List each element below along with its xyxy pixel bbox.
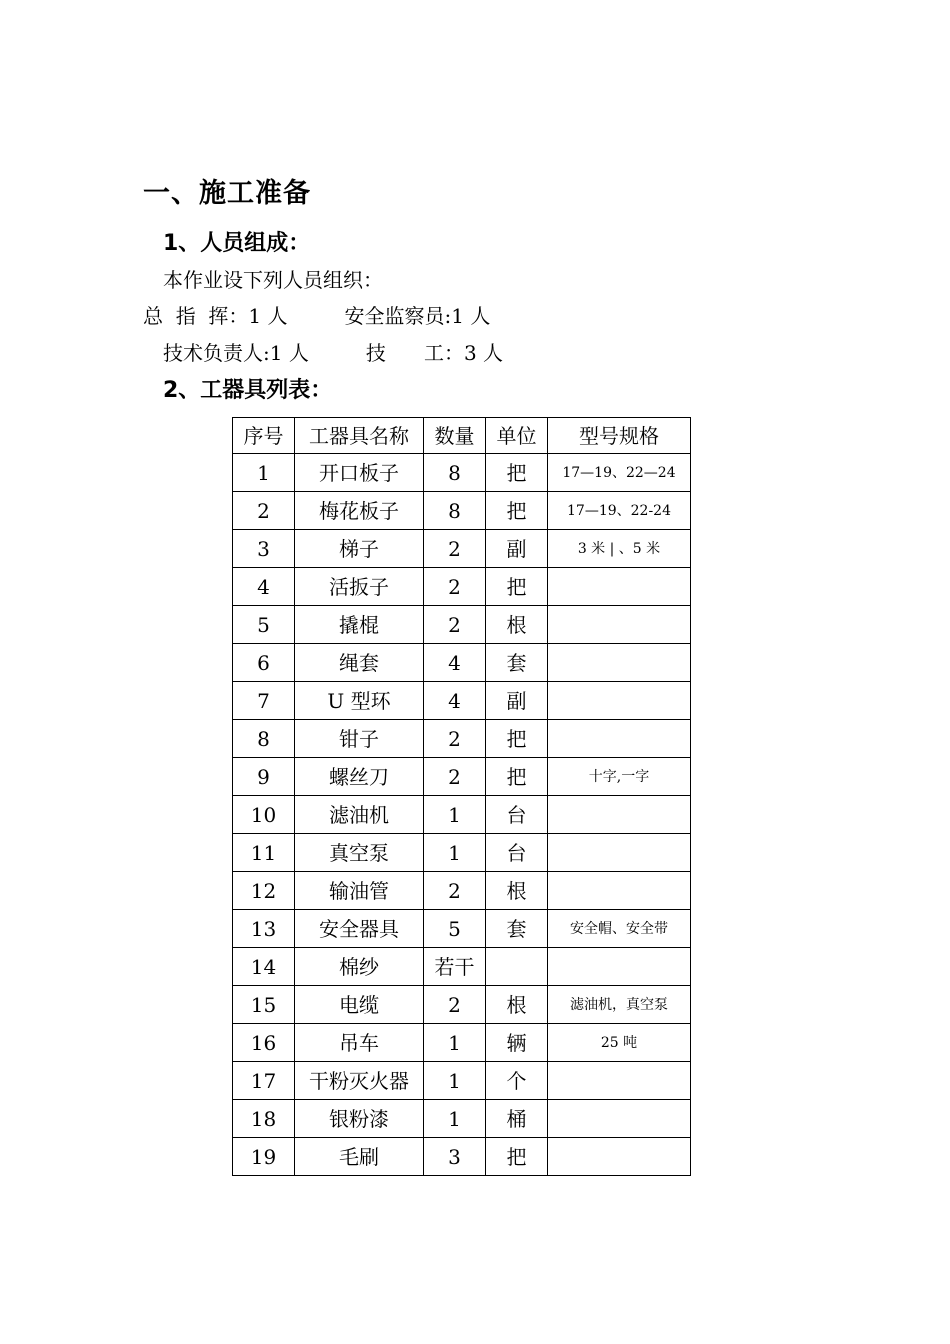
personnel-heading: 1、人员组成：	[163, 231, 311, 256]
cell-unit: 个	[486, 1062, 548, 1100]
column-header-no: 序号	[233, 418, 295, 454]
cell-unit: 把	[486, 454, 548, 492]
cell-qty: 2	[424, 758, 486, 796]
cell-spec: 十字,一字	[548, 758, 691, 796]
cell-name: 安全器具	[295, 910, 424, 948]
cell-name: 干粉灭火器	[295, 1062, 424, 1100]
table-row	[233, 1100, 691, 1138]
cell-spec: 滤油机，真空泵	[548, 986, 691, 1024]
cell-unit: 根	[486, 606, 548, 644]
cell-no: 17	[233, 1062, 295, 1100]
cell-spec	[548, 1100, 691, 1138]
table-row	[233, 872, 691, 910]
cell-no: 19	[233, 1138, 295, 1176]
cell-unit: 台	[486, 796, 548, 834]
cell-qty: 5	[424, 910, 486, 948]
column-header-spec: 型号规格	[548, 418, 691, 454]
commander-text: 总 指 挥：1 人	[143, 304, 288, 328]
cell-name: 螺丝刀	[295, 758, 424, 796]
table-row	[233, 606, 691, 644]
cell-qty: 4	[424, 644, 486, 682]
table-row	[233, 758, 691, 796]
cell-qty: 3	[424, 1138, 486, 1176]
cell-unit: 副	[486, 530, 548, 568]
cell-name: 梯子	[295, 530, 424, 568]
table-row	[233, 910, 691, 948]
cell-no: 8	[233, 720, 295, 758]
cell-name: 真空泵	[295, 834, 424, 872]
cell-no: 13	[233, 910, 295, 948]
cell-spec	[548, 796, 691, 834]
cell-no: 9	[233, 758, 295, 796]
cell-spec	[548, 644, 691, 682]
cell-unit: 把	[486, 758, 548, 796]
table-row	[233, 568, 691, 606]
table-row	[233, 720, 691, 758]
cell-unit: 把	[486, 568, 548, 606]
safety-supervisor-text: 安全监察员:1 人	[344, 304, 491, 328]
table-row	[233, 454, 691, 492]
cell-qty: 8	[424, 492, 486, 530]
tools-table	[232, 417, 691, 1176]
cell-spec	[548, 948, 691, 986]
cell-spec: 安全帽、安全带	[548, 910, 691, 948]
cell-name: 滤油机	[295, 796, 424, 834]
cell-no: 11	[233, 834, 295, 872]
table-row	[233, 644, 691, 682]
cell-no: 1	[233, 454, 295, 492]
cell-spec: 25 吨	[548, 1024, 691, 1062]
cell-qty: 1	[424, 834, 486, 872]
section-title: 一、施工准备	[143, 178, 311, 209]
cell-qty: 1	[424, 1024, 486, 1062]
cell-spec	[548, 568, 691, 606]
cell-unit: 根	[486, 872, 548, 910]
cell-name: 活扳子	[295, 568, 424, 606]
cell-qty: 1	[424, 796, 486, 834]
cell-name: 绳套	[295, 644, 424, 682]
cell-unit: 把	[486, 1138, 548, 1176]
tech-lead-text: 技术负责人:1 人	[163, 341, 309, 365]
cell-unit	[486, 948, 548, 986]
cell-name: 毛刷	[295, 1138, 424, 1176]
cell-unit: 台	[486, 834, 548, 872]
cell-unit: 把	[486, 492, 548, 530]
column-header-qty: 数量	[424, 418, 486, 454]
cell-qty: 2	[424, 720, 486, 758]
technician-text: 技 工：3 人	[365, 341, 504, 365]
cell-qty: 2	[424, 872, 486, 910]
cell-qty: 2	[424, 606, 486, 644]
cell-no: 5	[233, 606, 295, 644]
table-row	[233, 1062, 691, 1100]
cell-spec	[548, 834, 691, 872]
tools-heading: 2、工器具列表：	[163, 378, 333, 403]
cell-name: 钳子	[295, 720, 424, 758]
cell-unit: 辆	[486, 1024, 548, 1062]
cell-no: 3	[233, 530, 295, 568]
cell-qty: 1	[424, 1062, 486, 1100]
cell-no: 10	[233, 796, 295, 834]
cell-name: 梅花板子	[295, 492, 424, 530]
personnel-line-1	[143, 300, 490, 329]
cell-spec	[548, 682, 691, 720]
cell-qty: 1	[424, 1100, 486, 1138]
cell-no: 16	[233, 1024, 295, 1062]
cell-name: 吊车	[295, 1024, 424, 1062]
cell-name: 输油管	[295, 872, 424, 910]
column-header-unit: 单位	[486, 418, 548, 454]
cell-no: 4	[233, 568, 295, 606]
table-row	[233, 1138, 691, 1176]
cell-spec: 3 米 | 、5 米	[548, 530, 691, 568]
cell-name: U 型环	[295, 682, 424, 720]
cell-no: 14	[233, 948, 295, 986]
table-row	[233, 492, 691, 530]
cell-no: 6	[233, 644, 295, 682]
table-row	[233, 948, 691, 986]
cell-unit: 套	[486, 644, 548, 682]
cell-qty: 2	[424, 568, 486, 606]
personnel-intro: 本作业设下列人员组织：	[163, 268, 383, 292]
table-row	[233, 1024, 691, 1062]
cell-spec: 17—19、22-24	[548, 492, 691, 530]
table-row	[233, 834, 691, 872]
cell-name: 撬棍	[295, 606, 424, 644]
table-row	[233, 986, 691, 1024]
cell-no: 12	[233, 872, 295, 910]
cell-unit: 副	[486, 682, 548, 720]
cell-no: 18	[233, 1100, 295, 1138]
cell-unit: 桶	[486, 1100, 548, 1138]
table-row	[233, 530, 691, 568]
cell-name: 银粉漆	[295, 1100, 424, 1138]
cell-name: 棉纱	[295, 948, 424, 986]
table-row	[233, 682, 691, 720]
table-body	[233, 454, 691, 1176]
cell-qty: 2	[424, 986, 486, 1024]
column-header-name: 工器具名称	[295, 418, 424, 454]
personnel-line-2	[163, 337, 503, 366]
table-row	[233, 796, 691, 834]
cell-spec	[548, 872, 691, 910]
cell-unit: 套	[486, 910, 548, 948]
cell-spec	[548, 606, 691, 644]
cell-spec: 17—19、22—24	[548, 454, 691, 492]
cell-no: 7	[233, 682, 295, 720]
cell-qty: 8	[424, 454, 486, 492]
cell-name: 电缆	[295, 986, 424, 1024]
cell-name: 开口板子	[295, 454, 424, 492]
cell-no: 2	[233, 492, 295, 530]
table-header-row	[233, 418, 691, 454]
cell-qty: 4	[424, 682, 486, 720]
cell-unit: 根	[486, 986, 548, 1024]
cell-spec	[548, 1062, 691, 1100]
cell-spec	[548, 720, 691, 758]
cell-qty: 若干	[424, 948, 486, 986]
cell-no: 15	[233, 986, 295, 1024]
cell-unit: 把	[486, 720, 548, 758]
cell-spec	[548, 1138, 691, 1176]
cell-qty: 2	[424, 530, 486, 568]
